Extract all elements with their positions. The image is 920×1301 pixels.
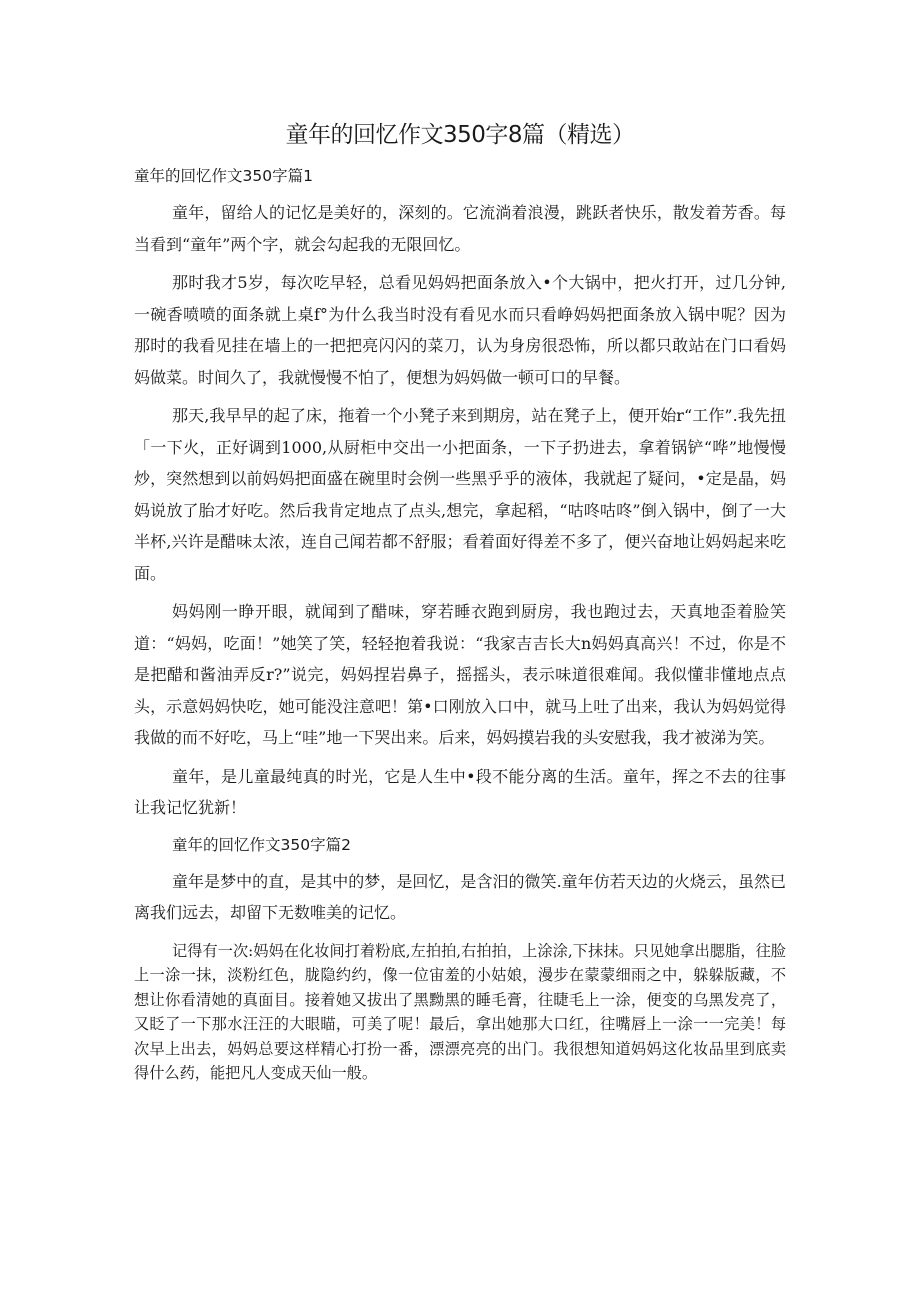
- document-title: 童年的回忆作文350字8篇（精选）: [285, 122, 635, 148]
- paragraph: 妈妈刚一睁开眼，就闻到了醋味，穿若睡衣跑到厨房，我也跑过去，天真地歪着脸笑道：“妈妈，吃面！”她笑了笑，轻轻抱着我说：“我家吉吉长大n妈妈真高兴！不过，你是不是把醋和酱油弄反r?”说完，妈妈捏岩鼻子，摇摇头，表示味道很难闻。我似懂非懂地点点头，示意妈妈快吃，她可能没注意吧！第•口刚放入口中，就马上吐了出来，我认为妈妈觉得我做的而不好吃，马上“哇”地一下哭出来。后来，妈妈摸岩我的头安慰我，我才被涕为笑。: [134, 602, 786, 747]
- paragraph: 童年，是儿童最纯真的时光，它是人生中•段不能分离的生活。童年，挥之不去的往事让我记忆犹新！: [134, 766, 786, 817]
- paragraph: 记得有一次:妈妈在化妆间打着粉底,左拍拍,右拍拍，上涂涂,下抹抹。只见她拿出腮脂，往脸上一涂一抹，淡粉红色，胧隐约约，像一位宙羞的小姑娘，漫步在蒙蒙细雨之中，躲躲版藏，不想让你看清她的真面目。接着她又拔出了黑黝黑的睡毛膏，往睫毛上一涂，便变的乌黑发亮了，又眨了一下那水汪汪的大眼瞄，可美了呢！最后，拿出她那大口红，往嘴唇上一涂一一完美！每次早上出去，妈妈总要这样精心打扮一番，漂漂亮亮的出门。我很想知道妈妈这化妆品里到底卖得什么药，能把凡人变成天仙一般。: [134, 941, 786, 1082]
- paragraph: 那时我才5岁，每次吃早轻，总看见妈妈把面条放入•个大锅中，把火打开，过几分钟,一碗香喷喷的面条就上桌f°为什么我当时没有看见水而只看峥妈妈把面条放入锅中呢？因为那时的我看见挂在墙上的一把把亮闪闪的菜刀，认为身房很恐怖，所以都只敢站在门口看妈妈做菜。时间久了，我就慢慢不怕了，便想为妈妈做一顿可口的早餐。: [134, 273, 786, 387]
- section-heading-1: 童年的回忆作文350字篇1: [134, 167, 313, 185]
- paragraph: 童年，留给人的记忆是美好的，深刻的。它流淌着浪漫，跳跃者快乐，散发着芳香。每当看到“童年”两个字，就会勾起我的无限回忆。: [134, 203, 786, 254]
- document-body: [134, 162, 786, 1093]
- section-heading-2: 童年的回忆作文350字篇2: [172, 835, 351, 854]
- paragraph: 童年是梦中的直，是其中的梦，是回忆，是含汨的微笑.童年仿若天边的火烧云，虽然已离我们远去，却留下无数唯美的记忆。: [134, 871, 786, 922]
- paragraph: 那天,我早早的起了床，拖着一个小凳子来到期房，站在凳子上，便开始r“工作”.我先扭「一下火，正好调到1000,从厨柜中交出一小把面条，一下子扔进去，拿着锅铲“哗”地慢慢炒，突然想到以前妈妈把面盛在碗里时会例一些黑乎乎的液体，我就起了疑问，•定是晶，妈妈说放了胎才好吃。然后我肯定地点了点头,想完，拿起稻，“咕咚咕咚”倒入锅中，倒了一大半杯,兴许是醋味太浓，连自己闻若都不舒服；看着面好得差不多了，便兴奋地让妈妈起来吃面。: [134, 406, 786, 583]
